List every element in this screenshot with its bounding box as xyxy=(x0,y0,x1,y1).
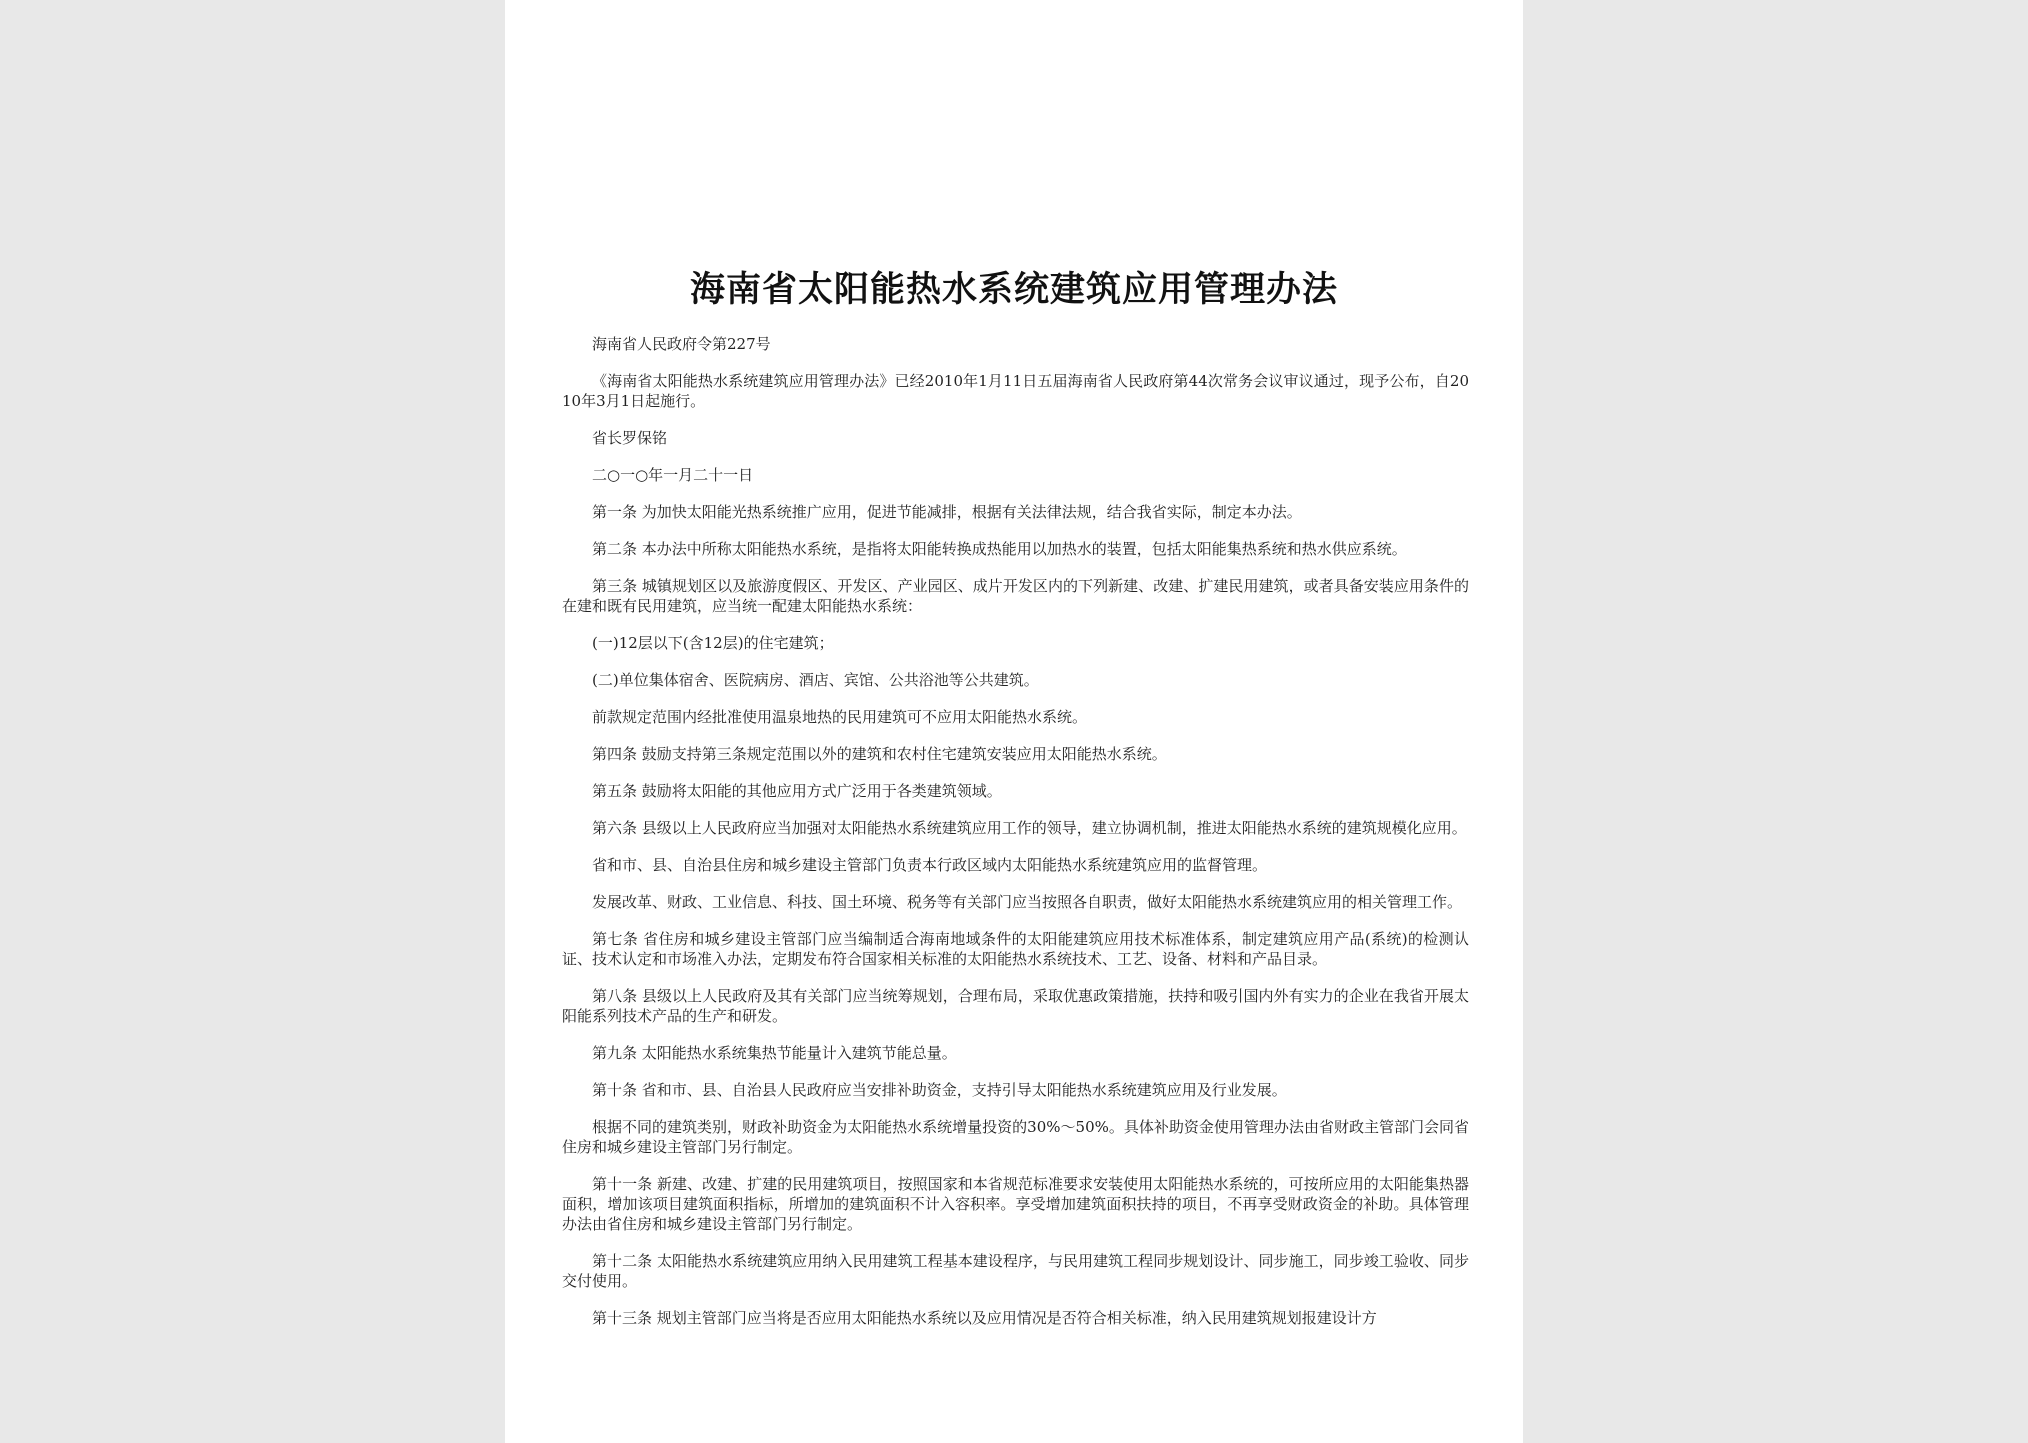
article-3-exception: 前款规定范围内经批准使用温泉地热的民用建筑可不应用太阳能热水系统。 xyxy=(592,708,1088,726)
article-3-item-1: (一)12层以下(含12层)的住宅建筑； xyxy=(592,634,834,652)
article-6-para-2: 省和市、县、自治县住房和城乡建设主管部门负责本行政区域内太阳能热水系统建筑应用的监督管理。 xyxy=(592,856,1268,874)
decree-number: 海南省人民政府令第227号 xyxy=(592,335,771,353)
document-page xyxy=(505,0,1523,1443)
document-title: 海南省太阳能热水系统建筑应用管理办法 xyxy=(689,269,1338,310)
article-3-item-2: (二)单位集体宿舍、医院病房、酒店、宾馆、公共浴池等公共建筑。 xyxy=(592,671,1039,689)
article-7: 第七条 省住房和城乡建设主管部门应当编制适合海南地域条件的太阳能建筑应用技术标准体系，制定建筑应用产品(系统)的检测认证、技术认定和市场准入办法，定期发布符合国家相关标准的太阳能热水系统技术、工艺、设备、材料和产品目录。 xyxy=(562,930,1469,968)
article-2: 第二条 本办法中所称太阳能热水系统，是指将太阳能转换成热能用以加热水的装置，包括太阳能集热系统和热水供应系统。 xyxy=(592,540,1407,558)
article-6: 第六条 县级以上人民政府应当加强对太阳能热水系统建筑应用工作的领导，建立协调机制，推进太阳能热水系统的建筑规模化应用。 xyxy=(592,819,1467,837)
document-body xyxy=(562,334,1469,1345)
article-12: 第十二条 太阳能热水系统建筑应用纳入民用建筑工程基本建设程序，与民用建筑工程同步规划设计、同步施工，同步竣工验收、同步交付使用。 xyxy=(562,1252,1469,1290)
promulgation-notice: 《海南省太阳能热水系统建筑应用管理办法》已经2010年1月11日五届海南省人民政府第44次常务会议审议通过，现予公布，自2010年3月1日起施行。 xyxy=(562,372,1469,410)
article-1: 第一条 为加快太阳能光热系统推广应用，促进节能减排，根据有关法律法规，结合我省实际，制定本办法。 xyxy=(592,503,1302,521)
article-11: 第十一条 新建、改建、扩建的民用建筑项目，按照国家和本省规范标准要求安装使用太阳能热水系统的，可按所应用的太阳能集热器面积，增加该项目建筑面积指标，所增加的建筑面积不计入容积率。享受增加建筑面积扶持的项目，不再享受财政资金的补助。具体管理办法由省住房和城乡建设主管部门另行制定。 xyxy=(562,1175,1469,1233)
article-4: 第四条 鼓励支持第三条规定范围以外的建筑和农村住宅建筑安装应用太阳能热水系统。 xyxy=(592,745,1167,763)
governor-signature: 省长罗保铭 xyxy=(592,429,668,447)
article-10: 第十条 省和市、县、自治县人民政府应当安排补助资金，支持引导太阳能热水系统建筑应用及行业发展。 xyxy=(592,1081,1287,1099)
article-8: 第八条 县级以上人民政府及其有关部门应当统筹规划，合理布局，采取优惠政策措施，扶持和吸引国内外有实力的企业在我省开展太阳能系列技术产品的生产和研发。 xyxy=(562,987,1469,1025)
article-10-para-2: 根据不同的建筑类别，财政补助资金为太阳能热水系统增量投资的30%～50%。具体补助资金使用管理办法由省财政主管部门会同省住房和城乡建设主管部门另行制定。 xyxy=(562,1118,1469,1156)
article-13: 第十三条 规划主管部门应当将是否应用太阳能热水系统以及应用情况是否符合相关标准，纳入民用建筑规划报建设计方 xyxy=(592,1309,1377,1327)
article-9: 第九条 太阳能热水系统集热节能量计入建筑节能总量。 xyxy=(592,1044,957,1062)
article-3: 第三条 城镇规划区以及旅游度假区、开发区、产业园区、成片开发区内的下列新建、改建、扩建民用建筑，或者具备安装应用条件的在建和既有民用建筑，应当统一配建太阳能热水系统： xyxy=(562,577,1469,615)
article-6-para-3: 发展改革、财政、工业信息、科技、国土环境、税务等有关部门应当按照各自职责，做好太阳能热水系统建筑应用的相关管理工作。 xyxy=(592,893,1463,911)
article-5: 第五条 鼓励将太阳能的其他应用方式广泛用于各类建筑领域。 xyxy=(592,782,1002,800)
decree-date: 二○一○年一月二十一日 xyxy=(592,466,754,484)
